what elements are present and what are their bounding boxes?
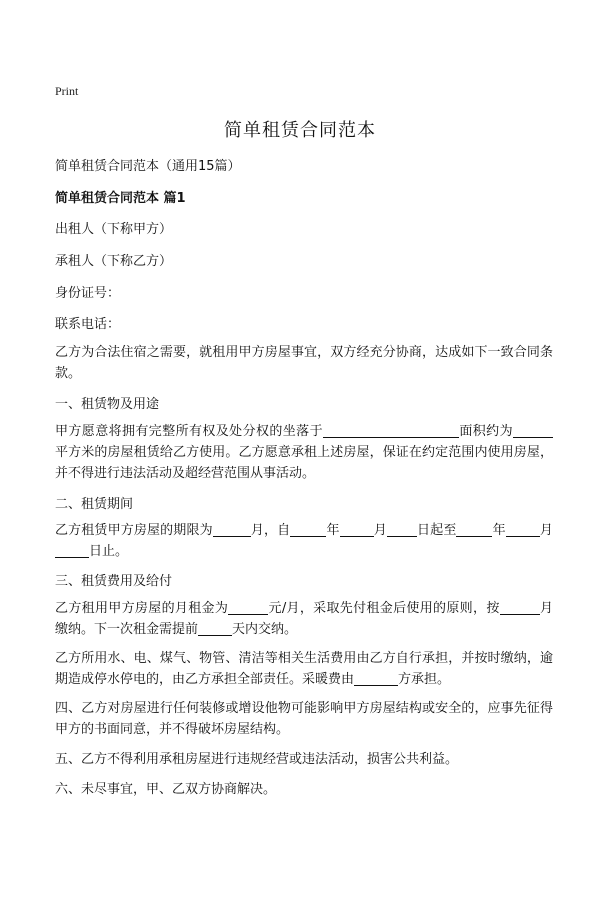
text-segment: 日起至 (416, 523, 457, 538)
blank-start-month (340, 522, 374, 537)
section-1-heading: 一、租赁物及用途 (55, 397, 160, 412)
id-number-line: 身份证号： (55, 286, 121, 301)
blank-end-day (55, 543, 89, 558)
blank-start-year (290, 522, 326, 537)
section-3-paragraph (55, 598, 553, 640)
blank-days (198, 621, 232, 636)
blank-end-year (456, 522, 492, 537)
text-segment: 年 (492, 523, 506, 538)
blank-pay-period (500, 600, 540, 615)
text-segment: 方承担。 (398, 672, 451, 687)
text-segment: 乙方租用甲方房屋的月租金为 (55, 601, 229, 616)
page-title: 简单租赁合同范本 (224, 120, 376, 141)
text-segment: 元/月，采取先付租金后使用的原则，按 (268, 601, 500, 616)
subtitle: 简单租赁合同范本（通用15篇） (55, 159, 241, 174)
text-segment: 乙方所用水、电、煤气、物管、清洁等相关生活费用由乙方自行承担，并按时缴纳，逾期造成停水停电的，由乙方承担全部责任。采暖费由 (55, 651, 553, 687)
text-segment: 面积约为 (458, 424, 513, 439)
section-4-paragraph: 四、乙方对房屋进行任何装修或增设他物可能影响甲方房屋结构或安全的，应事先征得甲方的书面同意，并不得破坏房屋结构。 (55, 701, 553, 737)
blank-heating-party (354, 671, 398, 686)
blank-address (323, 423, 459, 438)
text-segment: 平方米的房屋租赁给乙方使用。乙方愿意承租上述房屋，保证在约定范围内使用房屋，并不得进行违法活动及超经营范围从事活动。 (55, 445, 553, 481)
text-segment: 月，自 (250, 523, 291, 538)
section-2-heading: 二、租赁期间 (55, 497, 134, 512)
section-3-heading: 三、租赁费用及给付 (55, 574, 173, 589)
intro-paragraph: 乙方为合法住宿之需要，就租用甲方房屋事宜，双方经充分协商，达成如下一致合同条款。 (55, 345, 553, 381)
lessee-line: 承租人（下称乙方） (55, 254, 173, 269)
text-segment: 乙方租赁甲方房屋的期限为 (55, 523, 213, 538)
section-heading: 简单租赁合同范本 篇1 (55, 191, 186, 206)
text-segment: 天内交纳。 (232, 622, 298, 637)
print-label: Print (55, 84, 79, 98)
text-segment: 月 (373, 523, 387, 538)
phone-line: 联系电话： (55, 317, 121, 332)
blank-months (213, 522, 251, 537)
blank-end-month (506, 522, 540, 537)
text-segment: 月缴纳。下一次租金需提前 (55, 601, 553, 637)
text-segment: 日止。 (89, 544, 129, 559)
text-segment: 月 (539, 523, 553, 538)
blank-area (513, 423, 553, 438)
text-segment: 甲方愿意将拥有完整所有权及处分权的坐落于 (55, 424, 323, 439)
text-segment: 年 (326, 523, 340, 538)
blank-start-day (387, 522, 417, 537)
section-1-paragraph (55, 421, 553, 484)
blank-rent (228, 600, 268, 615)
section-5-paragraph: 五、乙方不得利用承租房屋进行违规经营或违法活动，损害公共利益。 (55, 752, 459, 767)
lessor-line: 出租人（下称甲方） (55, 222, 173, 237)
utility-paragraph (55, 648, 553, 690)
section-6-paragraph: 六、未尽事宜，甲、乙双方协商解决。 (55, 782, 277, 797)
section-2-paragraph (55, 520, 553, 562)
